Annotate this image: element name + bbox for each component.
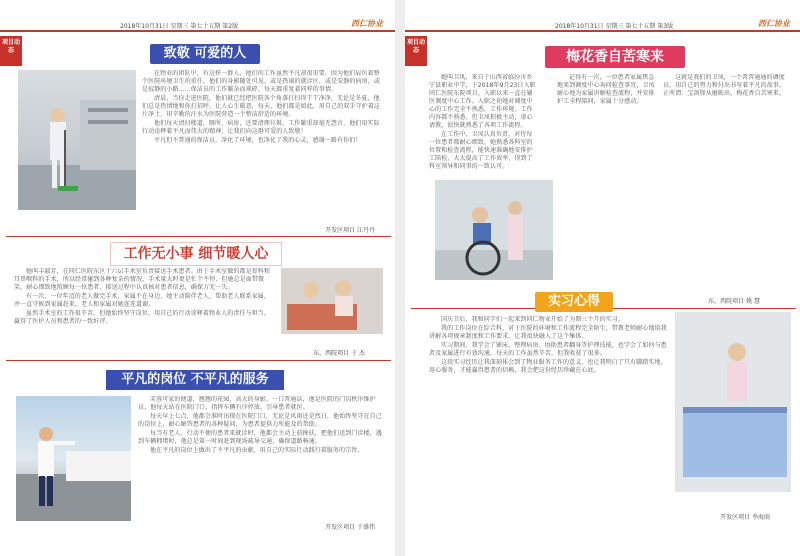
article-title: 工作无小事 细节暖人心 <box>110 242 282 266</box>
byline: 开发区项目 李海雨 <box>720 514 770 521</box>
issue-date: 2018年10月31日 星期三 第七十五期 第3版 <box>555 23 674 30</box>
page-gutter <box>395 0 405 556</box>
paragraph: 每当有老人、行动不便的患者来就诊时，他都会主动上前搀扶，把他们送到门诊楼，遇到车辆拥堵时，他总是第一时间赶到现场疏导交通，确保道路畅通。 <box>138 430 382 445</box>
byline: 东，西院项目 姚 慧 <box>708 298 760 305</box>
bedmaking-photo <box>675 312 791 492</box>
byline: 开发区项目 江丹丹 <box>325 227 375 234</box>
issue-date: 2018年10月31日 星期三 第七十五期 第2版 <box>120 23 239 30</box>
article-body <box>557 74 657 274</box>
paragraph: 有一次，一位年迈的老人做完手术，家属不在身边，她主动陪伴老人，帮助老人联系家属，并一直守候到家属赶来，老人和家属对她连连道谢。 <box>14 293 271 308</box>
header-rule <box>405 30 800 32</box>
nurse-photo <box>281 268 383 334</box>
article-body <box>14 268 276 348</box>
section-tag: 项目动态 <box>0 36 22 66</box>
wheelchair-photo <box>435 180 553 280</box>
guard-photo <box>16 396 131 521</box>
brand-logo: 西仁协业 <box>758 19 790 28</box>
brand-logo: 西仁协业 <box>351 19 383 28</box>
section-divider <box>6 360 391 361</box>
paragraph: 这就是我们的卫凤，一个普普通通的调度员，用自己的努力和付出书写着平凡的故事。正所谓：宝剑锋从磨砺出，梅花香自苦寒来。 <box>663 74 786 97</box>
paragraph: 她叫丰淑芳，在同仁医院东区十六层手术室负责接送手术患者。由于手术室做的都是骨科和耳鼻喉科的手术，所以经常碰到各种复杂的情况，手术量大时更是忙个不停，但她总是面带微笑，耐心细致地照顾每一位患者，接送过程中认真核对患者信息，确保万无一失。 <box>14 268 271 291</box>
paragraph: 国庆节后，我和同学们一起来到同仁物业开始了为期三个月的实习。 <box>441 316 625 323</box>
article-body <box>138 396 384 516</box>
article-body <box>663 74 791 284</box>
article-body <box>429 316 669 506</box>
paragraph: 在物业的团队中，有这样一群人，他们的工作虽然平凡却很重要，因为他们肩负着整个医院环境卫生的重任，他们的身影随处可见，或是热闹的就诊区，或是安静的病房，或是寂静的小路……保洁员的工作繁杂而琐碎，每天都重复着同样的事情。 <box>142 70 380 93</box>
paragraph: 我的工作岗位在综合科，对于医院的环境和工作流程完全陌生，带教老师耐心地给我讲解各项规章制度和工作要求，让我很快融入了这个集体。 <box>429 325 667 340</box>
paragraph: 每天早上七点，他都会准时出现在医院门口，无论是风雨还是烈日，他始终坚守在自己的岗位上，耐心解答患者的各种疑问，为患者提供力所能及的帮助。 <box>138 413 382 428</box>
article-title: 平凡的岗位 不平凡的服务 <box>106 370 284 390</box>
paragraph: 清晨，当你走进医院，他们就已经把医院各个角落打扫得干干净净，无论是冬夏，他们总是热情地和你打招呼，让人心生暖意，每天，他们都是如此，用自己的双手守护着这片净土，用辛勤的汗水为医院营造一个整洁舒适的环境。 <box>142 95 380 118</box>
section-divider <box>6 236 391 237</box>
page-header <box>405 18 800 32</box>
left-page <box>0 0 395 556</box>
article-title: 实习心得 <box>535 292 613 312</box>
paragraph: 在工作中，卫凤认真负责，对待每一位患者都耐心细致，她熟悉各科室的位置和检查流程，能快速准确地安排护工陪检，大大提高了工作效率，得到了科室领导和同事的一致认可。 <box>429 131 533 170</box>
paragraph: 虽然手术室的工作很辛苦，但她始终坚守岗位，用自己的行动诠释着物业人的责任与担当，赢得了医护人员和患者的一致好评。 <box>14 310 271 325</box>
paragraph: 他在平凡的岗位上做出了不平凡的贡献，用自己的实际行动践行着服务的宗旨。 <box>150 447 364 454</box>
paragraph: 平凡但不普通的保洁员，净化了环境，也净化了我的心灵，感谢一路有你们！ <box>154 137 362 144</box>
byline: 东，西院项目 于 杰 <box>313 350 365 357</box>
cleaner-photo <box>18 70 136 210</box>
section-tag: 项目动态 <box>405 36 427 66</box>
byline: 开发区项目 于盛伟 <box>325 524 375 531</box>
article-body <box>142 70 382 230</box>
paragraph: 记得有一次，一位患者家属焦急地来到调度中心询问检查事宜，卫凤耐心地为家属讲解检查流程，并安排护工全程陪同，家属十分感动。 <box>557 74 655 105</box>
paragraph: 芙蓉可家的便道，翘翘的花园，高大的身影，一口普通话，他是医院的门岗秩序维护员，他每天站在医院门口，指挥车辆有序停放，引导患者就医。 <box>138 396 376 411</box>
paragraph: 这段实习经历让我深刻体会到了物业服务工作的意义，也让我明白了只有脚踏实地、用心服务，才能赢得患者的信赖，我会把这份经历珍藏在心底。 <box>429 359 667 374</box>
paragraph: 她叫卫凤，来自于山西省临汾市乡宁县职业中学，于2018年9月23日入职同仁医院东院项目。入职以来一直在辅医调度中心工作。入职之初她对调度中心的工作完全不熟悉，工作环境、工作内容都不熟悉，但卫凤积极主动，虚心请教，很快就熟悉了各项工作流程。 <box>429 74 536 129</box>
article-title: 致敬 可爱的人 <box>150 44 260 64</box>
paragraph: 他们每天清扫楼道、厕所、病房，还要清理垃圾，工作繁重却毫无怨言，他们用实际行动诠释着平凡而伟大的精神，让我们向这群可爱的人致敬！ <box>142 120 380 135</box>
header-rule <box>0 30 395 32</box>
article-title: 梅花香自苦寒来 <box>545 46 685 68</box>
page-header <box>0 18 395 32</box>
paragraph: 实习期间，我学会了铺床、整理病房、协助患者翻身等护理技能，也学会了如何与患者及家属进行有效沟通，每天的工作虽然辛苦，但我收获了很多。 <box>429 342 667 357</box>
right-page <box>405 0 800 556</box>
